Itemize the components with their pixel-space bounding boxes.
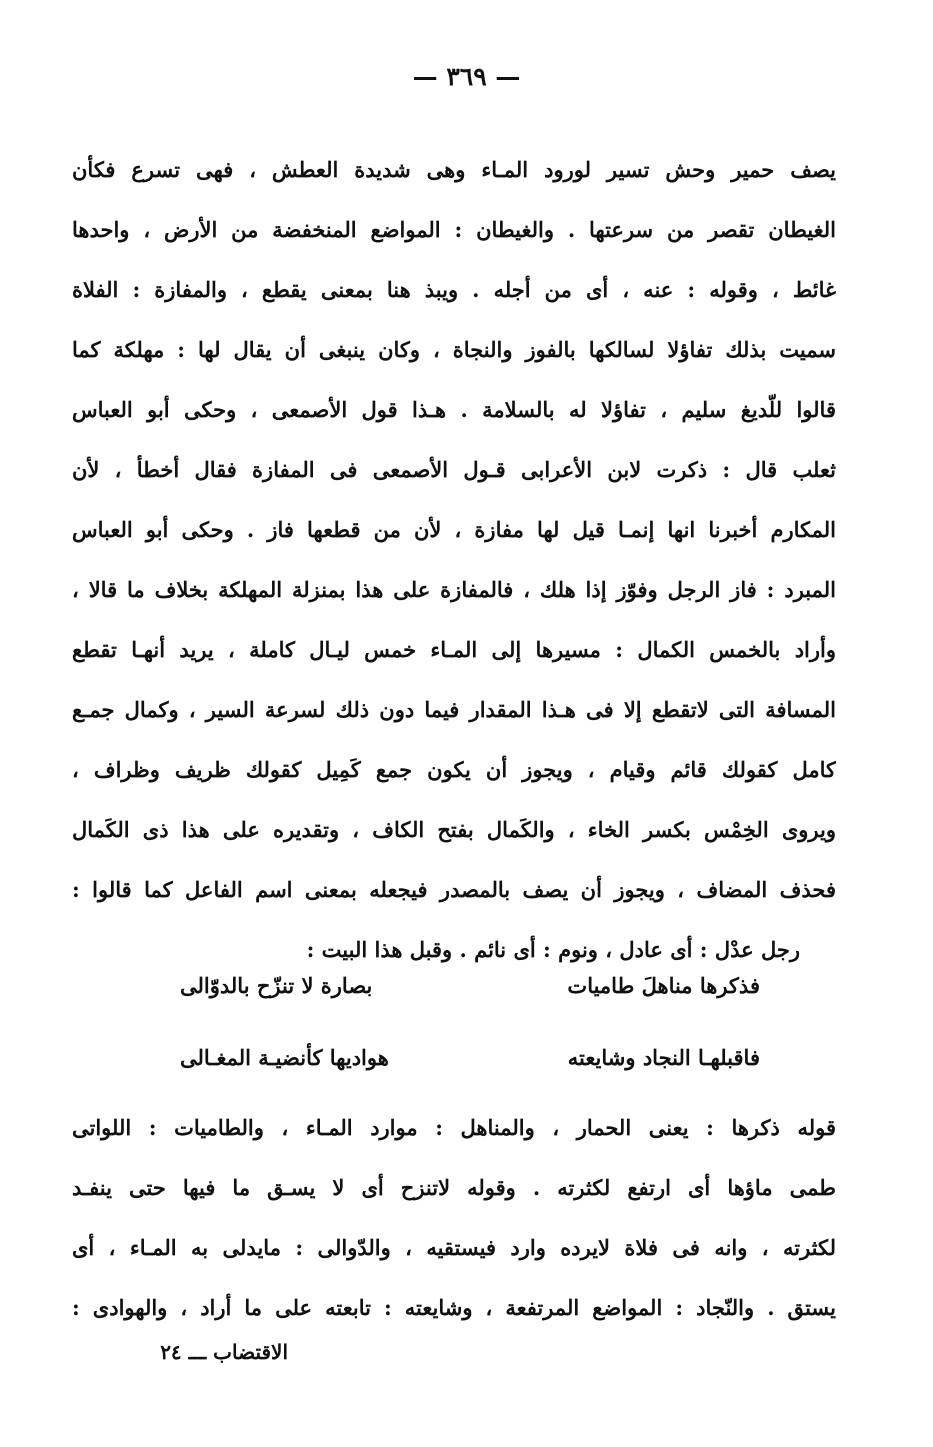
page-number: — ٣٦٩ — (412, 62, 521, 91)
commentary-paragraph-2 (72, 1098, 836, 1338)
text-line: سميت بذلك تفاؤلا لسالكها بالفوز والنجاة ، وكان ينبغى أن يقال لها : مهلكة كما (72, 337, 836, 362)
verse-line (180, 1022, 760, 1094)
text-line: قوله ذكرها : يعنى الحمار ، والمناهل : موارد المـاء ، والطاميات : اللواتى (72, 1115, 836, 1140)
text-line: رجل عدْل : أى عادل ، ونوم : أى نائم . وقبل هذا البيت : (306, 937, 800, 962)
text-line: فحذف المضاف ، ويجوز أن يصف بالمصدر فيجعله بمعنى اسم الفاعل كما قالوا : (72, 877, 836, 902)
text-line: ثعلب قال : ذكرت لابن الأعرابى قـول الأصمعى فى المفازة فقال أخطأ ، لأن (72, 457, 836, 482)
verse-first-hemistich: فاقبلهـا النجاد وشايعته (567, 1045, 760, 1070)
text-line: ويروى الخِمْس بكسر الخاء ، والكَمال بفتح الكاف ، وتقديره على هذا ذى الكَمال (72, 817, 836, 842)
text-line: طمى ماؤها أى ارتفع لكثرته . وقوله لاتنزح أى لا يسـق ما فيها حتى ينفـد (72, 1175, 836, 1200)
book-signature-mark: الاقتضاب ـــ ٢٤ (160, 1340, 288, 1364)
text-line: لكثرته ، وانه فى فلاة لايرده وارد فيستقيه ، والدّوالى : مايدلى به المـاء ، أى (72, 1235, 836, 1260)
text-line: يصف حمير وحش تسير لورود المـاء وهى شديدة العطش ، فهى تسرع فكأن (72, 157, 836, 182)
commentary-paragraph-1 (72, 140, 836, 980)
verse-first-hemistich: فذكرها مناهلَ طاميات (567, 973, 760, 998)
text-line: المكارم أخبرنا انها إنمـا قيل لها مفازة ، لأن من قطعها فاز . وحكى أبو العباس (72, 517, 836, 542)
text-line: كامل كقولك قائم وقيام ، ويجوز أن يكون جمع كَمِيل كقولك ظريف وظراف ، (72, 757, 836, 782)
text-line: وأراد بالخمس الكمال : مسيرها إلى المـاء خمس ليـال كاملة ، يريد أنهـا تقطع (72, 637, 836, 662)
text-line: غائط ، وقوله : عنه ، أى من أجله . ويبذ هنا بمعنى يقطع ، والمفازة : الفلاة (72, 277, 836, 302)
text-line: المبرد : فاز الرجل وفوّز إذا هلك ، فالمفازة على هذا بمنزلة المهلكة بخلاف ما قالا ، (72, 577, 836, 602)
poem-verses (180, 950, 760, 1094)
text-line: الغيطان تقصر من سرعتها . والغيطان : المواضع المنخفضة من الأرض ، واحدها (72, 217, 836, 242)
text-line: قالوا للّديغ سليم ، تفاؤلا له بالسلامة . هـذا قول الأصمعى ، وحكى أبو العباس (72, 397, 836, 422)
verse-second-hemistich: بصارة لا تنزّح بالدوّالى (180, 973, 373, 998)
verse-line (180, 950, 760, 1022)
text-line: يستق . والنّجاد : المواضع المرتفعة ، وشايعته : تابعته على ما أراد ، والهوادى : (72, 1295, 836, 1320)
verse-second-hemistich: هواديها كأنضيـة المغـالى (180, 1045, 389, 1070)
text-line: المسافة التى لاتقطع إلا فى هـذا المقدار فيما دون ذلك لسرعة السير ، وكمال جمـع (72, 697, 836, 722)
